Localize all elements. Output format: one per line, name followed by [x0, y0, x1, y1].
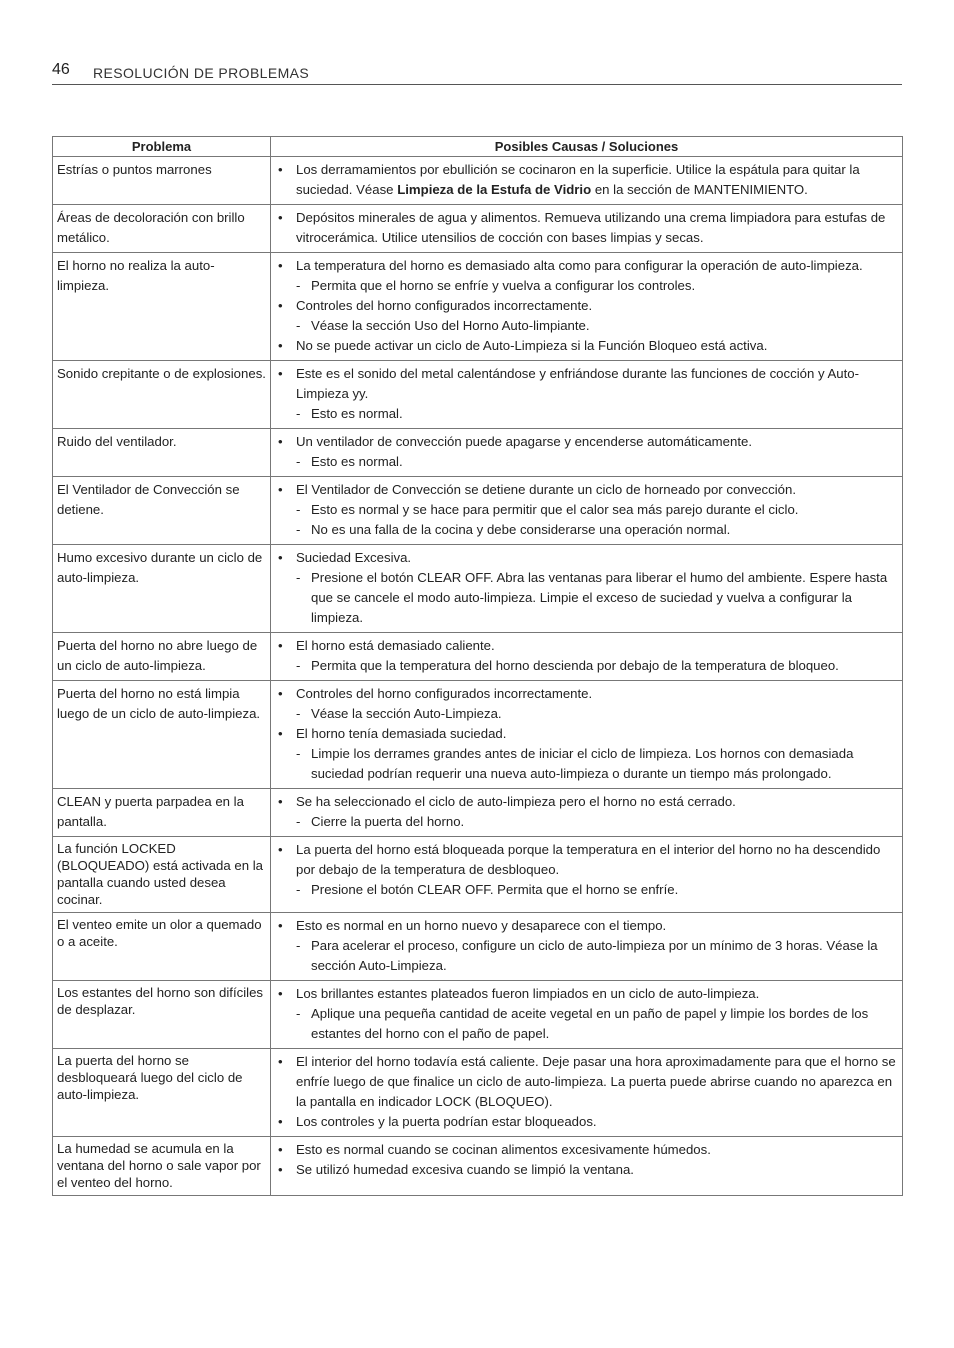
solution-step — [275, 520, 898, 540]
item-text: Suciedad Excesiva. — [296, 550, 412, 565]
problem-cell: La puerta del horno se desbloqueará luego del ciclo de auto-limpieza. — [53, 1049, 271, 1137]
solutions-cell — [271, 789, 903, 837]
problem-cell: El Ventilador de Convección se detiene. — [53, 477, 271, 545]
cause-item — [275, 548, 898, 568]
page-number: 46 — [52, 61, 70, 78]
problem-cell: Áreas de decoloración con brillo metálico. — [53, 205, 271, 253]
solutions-cell — [271, 981, 903, 1049]
item-text: El interior del horno todavía está caliente. Deje pasar una hora aproximadamente para que el horno se enfríe luego de que finalice un ciclo de auto-limpieza. La puerta puede abrirse cuando no aparezca en la pantalla en indicador LOCK (BLOQUEO). — [296, 1054, 896, 1109]
cause-item — [275, 336, 898, 356]
solutions-list — [275, 160, 898, 200]
solution-step — [275, 656, 898, 676]
solutions-cell — [271, 633, 903, 681]
item-text: Presione el botón CLEAR OFF. Abra las ventanas para liberar el humo del ambiente. Espere hasta que se cancele el modo auto-limpieza. Limpie el exceso de suciedad y vuelva a configurar la limpieza. — [311, 570, 888, 625]
solution-step — [275, 1004, 898, 1044]
solutions-cell — [271, 681, 903, 789]
cause-item — [275, 636, 898, 656]
solutions-list — [275, 208, 898, 248]
cause-item — [275, 432, 898, 452]
item-text: Aplique una pequeña cantidad de aceite vegetal en un paño de papel y limpie los bordes de los estantes del horno con el paño de papel. — [311, 1006, 869, 1041]
item-text: La puerta del horno está bloqueada porque la temperatura en el interior del horno no ha descendido por debajo de la temperatura de desbloqueo. — [296, 842, 881, 877]
problem-cell: Ruido del ventilador. — [53, 429, 271, 477]
table-row — [53, 545, 903, 633]
solutions-cell — [271, 837, 903, 913]
solutions-cell — [271, 1049, 903, 1137]
solutions-cell — [271, 1137, 903, 1196]
table-row — [53, 1137, 903, 1196]
solution-step — [275, 404, 898, 424]
table-row — [53, 429, 903, 477]
solutions-cell — [271, 361, 903, 429]
item-text: Un ventilador de convección puede apagarse y encenderse automáticamente. — [296, 434, 752, 449]
item-text: No se puede activar un ciclo de Auto-Limpieza si la Función Bloqueo está activa. — [296, 338, 768, 353]
table-row — [53, 1049, 903, 1137]
problem-cell: CLEAN y puerta parpadea en la pantalla. — [53, 789, 271, 837]
item-text: Depósitos minerales de agua y alimentos. Remueva utilizando una crema limpiadora para estufas de vitrocerámica. Utilice utensilios de cocción con bases limpias y secas. — [296, 210, 886, 245]
item-text: Permita que la temperatura del horno descienda por debajo de la temperatura de bloqueo. — [311, 658, 839, 673]
section-title: RESOLUCIÓN DE PROBLEMAS — [93, 65, 310, 81]
cause-item — [275, 208, 898, 248]
item-text: Véase la sección Uso del Horno Auto-limpiante. — [311, 318, 590, 333]
solution-step — [275, 744, 898, 784]
cause-item — [275, 364, 898, 404]
item-text: Este es el sonido del metal calentándose y enfriándose durante las funciones de cocción y Auto-Limpieza yy. — [296, 366, 860, 401]
item-text: Controles del horno configurados incorrectamente. — [296, 686, 593, 701]
solutions-list — [275, 792, 898, 832]
page-header — [52, 58, 902, 85]
item-text: Permita que el horno se enfríe y vuelva a configurar los controles. — [311, 278, 696, 293]
item-text: Cierre la puerta del horno. — [311, 814, 465, 829]
column-header-solutions: Posibles Causas / Soluciones — [271, 137, 903, 157]
cause-item — [275, 724, 898, 744]
cause-item — [275, 160, 898, 200]
cause-item — [275, 1112, 898, 1132]
cause-item — [275, 480, 898, 500]
problem-cell: El horno no realiza la auto-limpieza. — [53, 253, 271, 361]
solutions-cell — [271, 429, 903, 477]
cause-item — [275, 840, 898, 880]
cause-item — [275, 256, 898, 276]
table-row — [53, 361, 903, 429]
solutions-cell — [271, 253, 903, 361]
cause-item — [275, 1160, 898, 1180]
solution-step — [275, 936, 898, 976]
cause-item — [275, 296, 898, 316]
table-row — [53, 789, 903, 837]
solutions-cell — [271, 157, 903, 205]
solutions-list — [275, 1052, 898, 1132]
item-text: No es una falla de la cocina y debe considerarse una operación normal. — [311, 522, 731, 537]
table-body — [53, 157, 903, 1196]
solutions-list — [275, 984, 898, 1044]
solutions-list — [275, 1140, 898, 1180]
solutions-list — [275, 480, 898, 540]
item-text: Para acelerar el proceso, configure un ciclo de auto-limpieza por un mínimo de 3 horas. Véase la sección Auto-Limpieza. — [311, 938, 878, 973]
problem-cell: Puerta del horno no abre luego de un ciclo de auto-limpieza. — [53, 633, 271, 681]
solutions-list — [275, 256, 898, 356]
solutions-cell — [271, 477, 903, 545]
solution-step — [275, 276, 898, 296]
troubleshooting-table — [52, 136, 903, 1196]
item-text: Presione el botón CLEAR OFF. Permita que el horno se enfríe. — [311, 882, 679, 897]
problem-cell: Sonido crepitante o de explosiones. — [53, 361, 271, 429]
table-row — [53, 837, 903, 913]
item-text: El Ventilador de Convección se detiene durante un ciclo de horneado por convección. — [296, 482, 796, 497]
item-text: El horno tenía demasiada suciedad. — [296, 726, 507, 741]
item-text: Esto es normal. — [311, 406, 403, 421]
item-text: Los brillantes estantes plateados fueron limpiados en un ciclo de auto-limpieza. — [296, 986, 760, 1001]
cause-item — [275, 984, 898, 1004]
solutions-list — [275, 840, 898, 900]
table-row — [53, 633, 903, 681]
table-row — [53, 477, 903, 545]
solutions-list — [275, 916, 898, 976]
problem-cell: Estrías o puntos marrones — [53, 157, 271, 205]
solutions-list — [275, 548, 898, 628]
problem-cell: El venteo emite un olor a quemado o a aceite. — [53, 913, 271, 981]
item-text: Esto es normal cuando se cocinan alimentos excesivamente húmedos. — [296, 1142, 711, 1157]
cause-item — [275, 792, 898, 812]
problem-cell: La función LOCKED (BLOQUEADO) está activada en la pantalla cuando usted desea cocinar. — [53, 837, 271, 913]
problem-cell: Puerta del horno no está limpia luego de un ciclo de auto-limpieza. — [53, 681, 271, 789]
item-text: Los controles y la puerta podrían estar bloqueados. — [296, 1114, 597, 1129]
column-header-problem: Problema — [53, 137, 271, 157]
solutions-list — [275, 364, 898, 424]
table-row — [53, 205, 903, 253]
item-text: Esto es normal en un horno nuevo y desaparece con el tiempo. — [296, 918, 667, 933]
solution-step — [275, 500, 898, 520]
problem-cell: Los estantes del horno son difíciles de desplazar. — [53, 981, 271, 1049]
solution-step — [275, 812, 898, 832]
solutions-cell — [271, 205, 903, 253]
item-text: El horno está demasiado caliente. — [296, 638, 495, 653]
cause-item — [275, 1052, 898, 1112]
item-text-bold: Limpieza de la Estufa de Vidrio — [397, 182, 592, 197]
item-text: Se utilizó humedad excesiva cuando se limpió la ventana. — [296, 1162, 634, 1177]
solutions-cell — [271, 913, 903, 981]
item-text: Véase la sección Auto-Limpieza. — [311, 706, 502, 721]
table-row — [53, 681, 903, 789]
item-text: Controles del horno configurados incorrectamente. — [296, 298, 593, 313]
solutions-list — [275, 636, 898, 676]
item-text: Se ha seleccionado el ciclo de auto-limpieza pero el horno no está cerrado. — [296, 794, 736, 809]
solutions-list — [275, 432, 898, 472]
item-text: Esto es normal. — [311, 454, 403, 469]
item-text: Limpie los derrames grandes antes de iniciar el ciclo de limpieza. Los hornos con demasiada suciedad podrían requerir una nueva auto-limpieza o durante un tiempo más prolongado. — [311, 746, 854, 781]
problem-cell: La humedad se acumula en la ventana del horno o sale vapor por el venteo del horno. — [53, 1137, 271, 1196]
solutions-cell — [271, 545, 903, 633]
table-row — [53, 913, 903, 981]
item-text: La temperatura del horno es demasiado alta como para configurar la operación de auto-limpieza. — [296, 258, 863, 273]
table-row — [53, 253, 903, 361]
cause-item — [275, 1140, 898, 1160]
cause-item — [275, 684, 898, 704]
solution-step — [275, 316, 898, 336]
solution-step — [275, 452, 898, 472]
table-header-row — [53, 137, 903, 157]
solution-step — [275, 704, 898, 724]
table-row — [53, 157, 903, 205]
item-text: Los derramamientos por ebullición se cocinaron en la superficie. Utilice la espátula para quitar la suciedad. Véase — [296, 162, 860, 197]
cause-item — [275, 916, 898, 936]
item-text: en la sección de MANTENIMIENTO. — [591, 182, 808, 197]
table-row — [53, 981, 903, 1049]
problem-cell: Humo excesivo durante un ciclo de auto-limpieza. — [53, 545, 271, 633]
solution-step — [275, 568, 898, 628]
item-text: Esto es normal y se hace para permitir que el calor sea más parejo durante el ciclo. — [311, 502, 799, 517]
solutions-list — [275, 684, 898, 784]
solution-step — [275, 880, 898, 900]
